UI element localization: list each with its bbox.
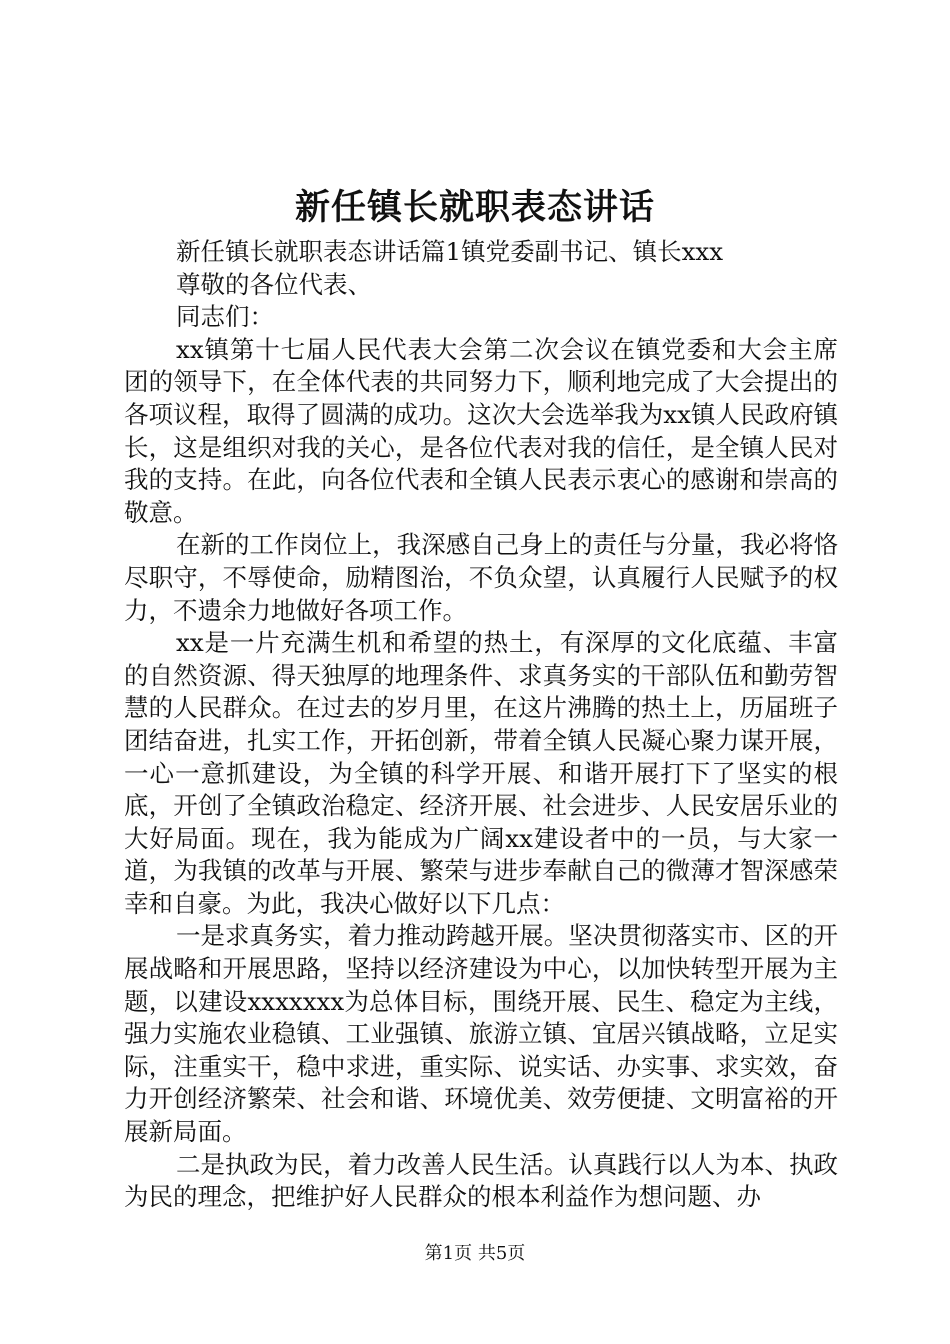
intro-line-salutation: 尊敬的各位代表、	[176, 269, 372, 299]
intro-line-comrades: 同志们：	[176, 302, 274, 332]
document-body	[124, 236, 838, 1214]
paragraph-point-two: 二是执政为民，着力改善人民生活。认真践行以人为本、执政为民的理念，把维护好人民群众的根本利益作为想问题、办	[124, 1149, 838, 1212]
paragraph-town-overview: xx是一片充满生机和希望的热土，有深厚的文化底蕴、丰富的自然资源、得天独厚的地理条件、求真务实的干部队伍和勤劳智慧的人民群众。在过去的岁月里，在这片沸腾的热土上，历届班子团结奋进，扎实工作，开拓创新，带着全镇人民凝心聚力谋开展，一心一意抓建设，为全镇的科学开展、和谐开展打下了坚实的根底，开创了全镇政治稳定、经济开展、社会进步、人民安居乐业的大好局面。现在，我为能成为广阔xx建设者中的一员，与大家一道，为我镇的改革与开展、繁荣与进步奉献自己的微薄才智深感荣幸和自豪。为此，我决心做好以下几点：	[124, 628, 838, 918]
intro-line-heading: 新任镇长就职表态讲话篇1镇党委副书记、镇长xxx	[176, 237, 724, 266]
page-number-footer: 第1页 共5页	[424, 1243, 526, 1264]
paragraph-point-one: 一是求真务实，着力推动跨越开展。坚决贯彻落实市、区的开展战略和开展思路，坚持以经济建设为中心，以加快转型开展为主题，以建设xxxxxxx为总体目标，围绕开展、民生、稳定为主线，强力实施农业稳镇、工业强镇、旅游立镇、宜居兴镇战略，立足实际，注重实干，稳中求进，重实际、说实话、办实事、求实效，奋力开创经济繁荣、社会和谐、环境优美、效劳便捷、文明富裕的开展新局面。	[124, 921, 838, 1147]
paragraph-commitment: 在新的工作岗位上，我深感自己身上的责任与分量，我必将恪尽职守，不辱使命，励精图治，不负众望，认真履行人民赋予的权力，不遗余力地做好各项工作。	[124, 530, 838, 625]
document-title: 新任镇长就职表态讲话	[294, 187, 655, 228]
paragraph-election-thanks: xx镇第十七届人民代表大会第二次会议在镇党委和大会主席团的领导下，在全体代表的共同努力下，顺利地完成了大会提出的各项议程，取得了圆满的成功。这次大会选举我为xx镇人民政府镇长，这是组织对我的关心，是各位代表对我的信任，是全镇人民对我的支持。在此，向各位代表和全镇人民表示衷心的感谢和崇高的敬意。	[124, 334, 838, 527]
